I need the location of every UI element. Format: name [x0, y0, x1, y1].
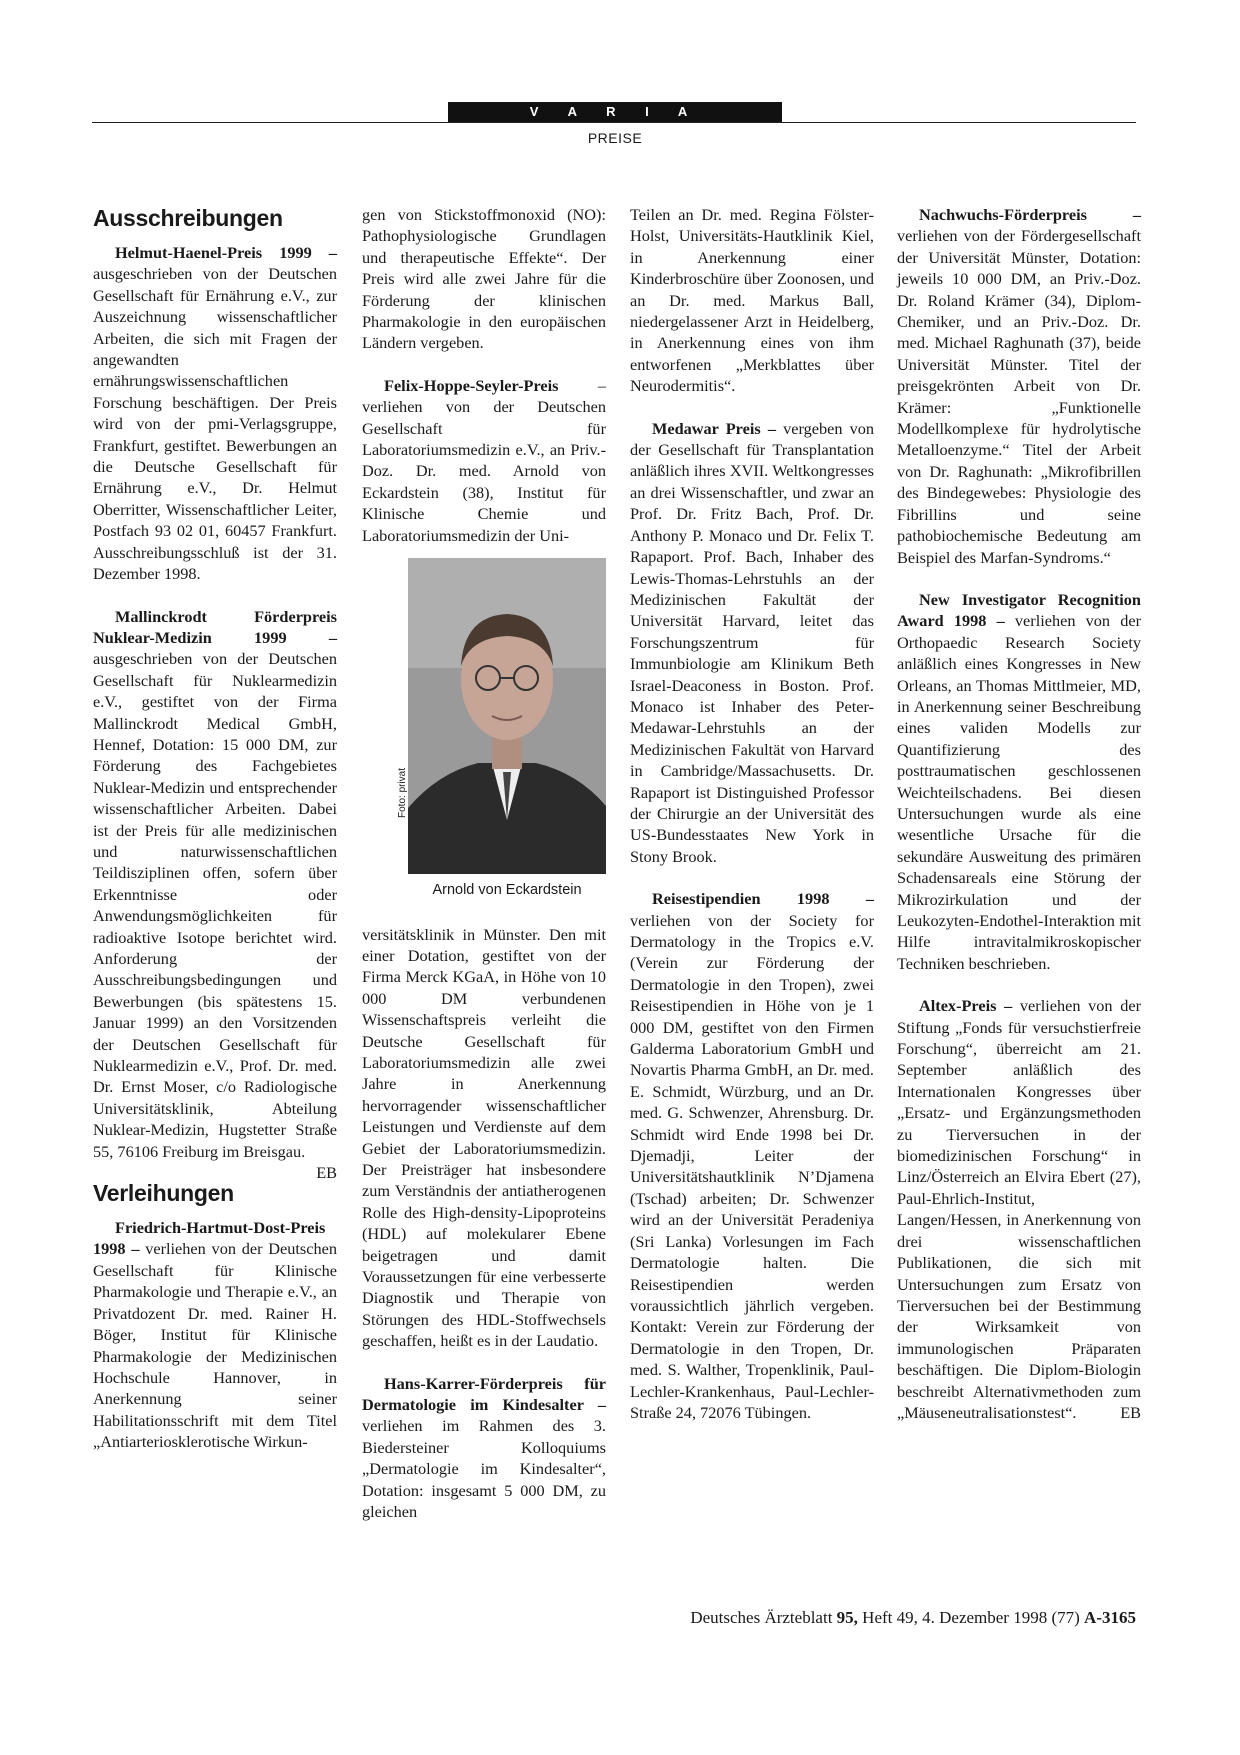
article-body: verliehen von der Society for Dermatology in the Tropics e.V. (Verein zur Förderung der Dermatologie in den Tropen), zwei Reisestipendien in Höhe von je 1 000 DM, gestiftet von den Firmen Galderma Laboratorium GmbH und Novartis Pharma GmbH, an Dr. med. E. Schmidt, Würzburg, und an Dr. med. G. Schwenzer, Ahrensburg. Dr. Schmidt wird Ende 1998 bei Dr. Djemadji, Leiter der Universitätshautklinik N’Djamena (Tschad) arbeiten; Dr. Schwenzer wird an der Universität Peradeniya (Sri Lanka) Vorlesungen im Fach Dermatologie halten. Die Reisestipendien werden voraussichtlich jährlich vergeben. Kontakt: Verein zur Förderung der Dermatologie in den Tropen, Dr. med. S. Walther, Tropenklinik, Paul-Lechler-Krankenhaus, Paul-Lechler-Straße 24, 72076 Tübingen.: [630, 910, 874, 1422]
article-body: – verliehen von der Deutschen Gesellschaft für Laboratoriumsmedizin e.V., an Priv.-Doz. Dr. med. Arnold von Eckardstein (38), Institut für Klinische Chemie und Laboratoriumsmedizin der Uni-: [362, 375, 606, 545]
photo-caption: Arnold von Eckardstein: [432, 882, 582, 899]
article-body: verliehen im Rahmen des 3. Biedersteiner Kolloquiums „Dermatologie im Kindesalter“, Dotation: insgesamt 5 000 DM, zu gleichen: [362, 1416, 606, 1522]
article-title: Medawar Preis –: [652, 418, 776, 438]
article-body: verliehen von der Orthopaedic Research Society anläßlich eines Kongresses in New Orleans, an Thomas Mittlmeier, MD, in Anerkennung seiner Beschreibung eines validen Modells zur Quantifizierung des posttraumatischen geschlossenen Weichteilschadens. Bei diesen Untersuchungen wurde als eine wesentliche Ursache für die sekundäre Ausweitung des primären Schadensareals eine Störung der Mikrozirkulation und der Leukozyten-Endothel-Interaktion mit Hilfe intravitalmikroskopischer Techniken beschrieben.: [897, 611, 1141, 973]
journal-volume: 95,: [836, 1608, 858, 1627]
article-altex: [897, 995, 1141, 1423]
subsection-label: PREISE: [587, 130, 643, 146]
article-body: ausgeschrieben von der Deutschen Gesellschaft für Nuklearmedizin e.V., gestiftet von der Firma Mallinckrodt Medical GmbH, Hennef, Dotation: 15 000 DM, zur Förderung des Fachgebietes Nuklear-Medizin und entsprechender wissenschaftlicher Arbeiten. Dabei ist der Preis für alle medizinischen und naturwissenschaftlichen Teildisziplinen offen, sofern über Erkenntnisse oder Anwendungsmöglichkeiten für radioaktive Isotope berichtet wird. Anforderung der Ausschreibungsbedingungen und Bewerbungen (bis spätestens 15. Januar 1999) an den Vorsitzenden der Deutschen Gesellschaft für Nuklearmedizin e.V., Prof. Dr. med. Dr. Ernst Moser, c/o Radiologische Universitätsklinik, Abteilung Nuklear-Medizin, Hugstetter Straße 55, 76106 Freiburg im Breisgau.: [93, 649, 337, 1161]
section-banner: V A R I A: [448, 102, 782, 122]
heading-ausschreibungen: Ausschreibungen: [93, 205, 283, 231]
column-3: [630, 204, 874, 1444]
author-initials: EB: [1120, 1402, 1141, 1422]
article-title: New Investigator Recognition Award 1998 –: [897, 589, 1141, 631]
header-rule: [92, 122, 1136, 123]
article-title: Altex-Preis –: [919, 996, 1013, 1016]
article-nachwuchs: [897, 204, 1141, 568]
article-hoppe-seyler-continued: versitätsklinik in Münster. Den mit einer Dotation, gestiftet von der Firma Merck KGaA, in Höhe von 10 000 DM verbundenen Wissenschaftspreis verleiht die Deutsche Gesellschaft für Laboratoriumsmedizin alle zwei Jahre in Anerkennung hervorragender wissenschaftlicher Leistungen und Verdienste auf dem Gebiet der Laboratoriumsmedizin. Der Preisträger hat insbesondere zum Verständnis der antiatherogenen Rolle des High-density-Lipoproteins (HDL) auf molekularer Ebene beigetragen und damit Voraussetzungen für eine verbesserte Diagnostik und Therapie von Störungen des HDL-Stoffwechsels geschaffen, heißt es in der Laudatio.: [362, 924, 606, 1351]
page-footer: [560, 1608, 1136, 1628]
issue-info: Heft 49, 4. Dezember 1998 (77): [857, 1608, 1085, 1627]
column-4: [897, 204, 1141, 1444]
portrait-figure: [362, 558, 606, 901]
portrait-photo: [408, 558, 606, 874]
heading-verleihungen: Verleihungen: [93, 1180, 234, 1207]
article-body: vergeben von der Gesellschaft für Transplantation anläßlich ihres XVII. Weltkongresses an drei Wissenschaftler, und zwar an Prof. Dr. Fritz Bach, Prof. Dr. Anthony P. Monaco und Dr. Felix T. Rapaport. Prof. Bach, Inhaber des Lewis-Thomas-Lehrstuhls an der Medizinischen Fakultät der Universität Harvard, leitet das Forschungszentrum für Immunbiologie am Klinikum Beth Israel-Deaconess in Boston. Prof. Monaco ist Inhaber des Peter-Medawar-Lehrstuhls an der Medizinischen Fakultät von Harvard in Cambridge/Massachusetts. Dr. Rapaport ist Distinguished Professor der Chirurgie an der Universität des US-Bundesstaates New York in Stony Brook.: [630, 418, 874, 866]
article-title: Mallinckrodt Förderpreis Nuklear-Medizin 1999 –: [93, 606, 337, 647]
article-mallinckrodt: [93, 606, 337, 1183]
article-hoppe-seyler: [362, 375, 606, 546]
column-2: [362, 204, 606, 1543]
article-body: ausgeschrieben von der Deutschen Gesellschaft für Ernährung e.V., zur Auszeichnung wissenschaftlicher Arbeiten, die sich mit Fragen der angewandten ernährungswissenschaftlichen Forschung beschäftigen. Der Preis wird von der pmi-Verlagsgruppe, Frankfurt, gestiftet. Bewerbungen an die Deutsche Gesellschaft für Ernährung e.V., Dr. Helmut Oberritter, Wissenschaftlicher Leiter, Postfach 93 02 01, 60457 Frankfurt. Ausschreibungsschluß ist der 31. Dezember 1998.: [93, 264, 337, 584]
article-karrer-continued: Teilen an Dr. med. Regina Fölster-Holst, Universitäts-Hautklinik Kiel, in Anerkennung einer Kinderbroschüre über Zoonosen, und an Dr. med. Markus Ball, niedergelassener Arzt in Heidelberg, in Anerkennung eines von ihm entworfenen „Merkblattes über Neurodermitis“.: [630, 205, 874, 396]
article-medawar: [630, 418, 874, 868]
article-title: Nachwuchs-Förderpreis –: [919, 205, 1141, 224]
article-new-investigator: [897, 589, 1141, 974]
article-body: verliehen von der Fördergesellschaft der Universität Münster, Dotation: jeweils 10 000 DM, an Priv.-Doz. Dr. Roland Krämer (34), Diplom-Chemiker, und an Priv.-Doz. Dr. med. Michael Raghunath (37), beide Universität Münster. Titel der preisgekrönten Arbeit von Dr. Krämer: „Funktionelle Modellkomplexe für hydrolytische Metalloenzyme.“ Titel der Arbeit von Dr. Raghunath: „Mikrofibrillen des Bindegewebes: Physiologie des Fibrillins und seine pathobiochemische Bedeutung am Beispiel des Marfan-Syndroms.“: [897, 226, 1141, 567]
author-initials: EB: [316, 1163, 337, 1183]
article-dost: [93, 1217, 337, 1452]
article-title: Helmut-Haenel-Preis 1999 –: [115, 243, 337, 262]
article-haenel: [93, 242, 337, 585]
article-title: Hans-Karrer-Förderpreis für Dermatologie im Kindesalter –: [362, 1373, 606, 1415]
article-title: Friedrich-Hartmut-Dost-Preis 1998 –: [93, 1218, 326, 1259]
article-reisestipendien: [630, 888, 874, 1423]
photo-credit: Foto: privat: [397, 768, 408, 819]
column-1: [93, 204, 337, 1474]
article-body: verliehen von der Stiftung „Fonds für versuchstierfreie Forschung“, überreicht am 21. September anläßlich des Internationalen Kongresses über „Ersatz- und Ergänzungsmethoden zu Tierversuchen in der biomedizinischen Forschung“ in Linz/Österreich an Elvira Ebert (27), Paul-Ehrlich-Institut, Langen/Hessen, in Anerkennung von drei wissenschaftlichen Publikationen, die sich mit Untersuchungen zum Ersatz von Tierversuchen bei der Bestimmung der Wirksamkeit von immunologischen Präparaten beschäftigen. Die Diplom-Biologin beschreibt Alternativmethoden zum „Mäuseneutralisationstest“.: [897, 996, 1141, 1422]
article-body: verliehen von der Deutschen Gesellschaft für Klinische Pharmakologie und Therapie e.V., an Privatdozent Dr. med. Rainer H. Böger, Institut für Klinische Pharmakologie der Medizinischen Hochschule Hannover, in Anerkennung seiner Habilitationsschrift mit dem Titel „Antiarteriosklerotische Wirkun-: [93, 1239, 337, 1452]
article-karrer: [362, 1373, 606, 1523]
page-number: A-3165: [1084, 1608, 1136, 1627]
journal-name: Deutsches Ärzteblatt: [690, 1608, 833, 1627]
article-title: Felix-Hoppe-Seyler-Preis: [384, 375, 559, 395]
article-title: Reisestipendien 1998 –: [652, 889, 874, 909]
article-dost-continued: gen von Stickstoffmonoxid (NO): Pathophysiologische Grundlagen und therapeutische Effekte“. Der Preis wird alle zwei Jahre für die Förderung der klinischen Pharmakologie in den europäischen Ländern vergeben.: [362, 205, 606, 353]
portrait-image: [408, 558, 606, 874]
